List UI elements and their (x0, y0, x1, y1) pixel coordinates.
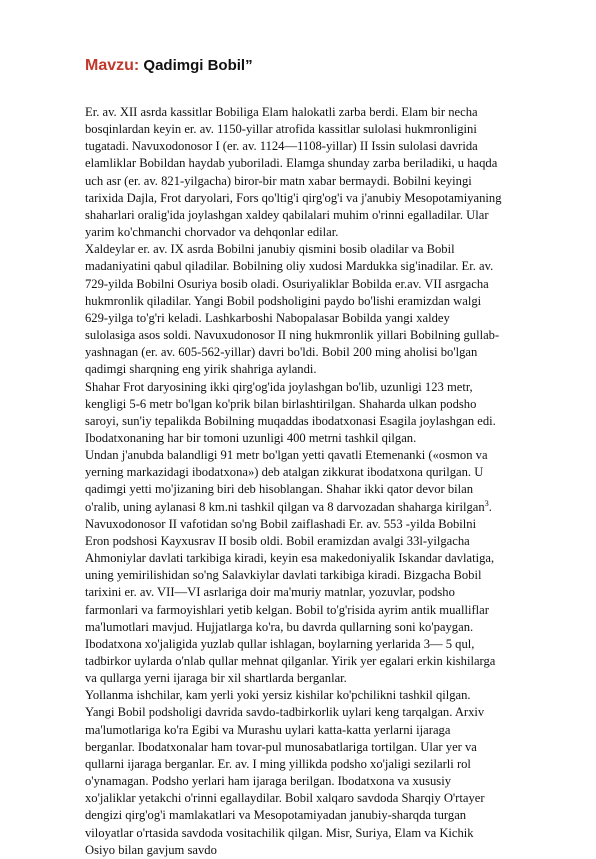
text-line (85, 481, 538, 498)
text-line (85, 361, 538, 378)
topic-title: Qadimgi Bobil” (143, 57, 253, 74)
text-line-content: ma'lumotlariga ko'ra Egibi va Murashu uylari katta-katta yerlarni ijaraga (85, 722, 451, 737)
text-line-content: Shahar Frot daryosining ikki qirg'og'ida joylashgan bo'lib, uzunligi 123 metr, (85, 379, 473, 394)
text-line-content: yarim ko'chmanchi chorvador va dehqonlar edilar. (85, 225, 339, 240)
text-line (85, 138, 538, 155)
text-line (85, 344, 538, 361)
text-line-content: uning yemirilishidan so'ng Salavkiylar davlati tarkibiga kiradi. Bizgacha Bobil (85, 568, 482, 583)
text-line-content: qullarni ijaraga berganlar. Er. av. I ming yillikda podsho xo'jaligi sezilarli rol (85, 756, 471, 771)
page-heading (85, 56, 538, 76)
footnote-marker: 3 (484, 498, 489, 508)
body-text (85, 104, 538, 859)
text-line (85, 293, 538, 310)
text-line (85, 310, 538, 327)
text-line-content: viloyatlar o'rtasida savdoda vositachilik qilgan. Misr, Suriya, Elam va Kichik (85, 825, 474, 840)
text-line (85, 773, 538, 790)
text-line-content: tugatadi. Navuxodonosor I (er. av. 1124—1108-yillar) II Issin sulolasi davrida (85, 139, 478, 154)
text-line (85, 190, 538, 207)
text-line-content: yashnagan (er. av. 605-562-yillar) davri bo'ldi. Bobil 200 ming aholisi bo'lgan (85, 345, 478, 360)
text-line-content: Yollanma ishchilar, kam yerli yoki yersiz kishilar ko'pchilikni tashkil qilgan. (85, 688, 471, 703)
text-line-content: 629-yilga to'g'ri keladi. Lashkarboshi Nabopalasar Bobilda yangi xaldey (85, 310, 450, 325)
text-line (85, 276, 538, 293)
text-line-content: ma'lumotlari mavjud. Hujjatlarga ko'ra, bu davrda qullarning soni ko'paygan. (85, 619, 474, 634)
text-line-content: Undan j'anubda balandligi 91 metr bo'lgan yetti qavatli Etemenanki («osmon va (85, 448, 488, 463)
text-line (85, 567, 538, 584)
text-line-content: Er. av. XII asrda kassitlar Bobiliga Elam halokatli zarba berdi. Elam bir necha (85, 105, 478, 119)
text-line-content: va qullarga yerni ijaraga bir xil shartlarda berganlar. (85, 671, 347, 686)
text-line (85, 224, 538, 241)
topic-label: Mavzu: (85, 57, 140, 74)
text-line-content: Yangi Bobil podsholigi davrida savdo-tadbirkorlik uylari keng tarqalgan. Arxiv (85, 705, 485, 720)
text-line-content: uch asr (er. av. 821-yilgacha) biror-bir matn xabar bermaydi. Bobilni keyingi (85, 173, 472, 188)
text-line-content: Ahmoniylar davlati tarkibiga kiradi, keyin esa makedoniyalik Iskandar davlatiga, (85, 551, 495, 566)
text-line (85, 207, 538, 224)
text-line (85, 825, 538, 842)
text-line (85, 619, 538, 636)
text-line-content: yerning markazidagi ibodatxona») deb atalgan zikkurat ibodatxona qurilgan. U (85, 465, 484, 480)
text-line-content: tadbirkor uylarda o'nlab qullar mehnat qilganlar. Yirik yer egalari erkin kishilarga (85, 654, 496, 668)
text-line (85, 584, 538, 601)
text-line (85, 258, 538, 275)
text-line-content: bosqinlardan keyin er. av. 1150-yillar atrofida kassitlar sulolasi hukmronligini (85, 122, 477, 137)
text-line-content: Osiyo bilan gavjum savdo (85, 842, 217, 857)
text-line-content: dengizi qirg'og'i mamlakatlari va Mesopotamiyadan janubiy-sharqda turgan (85, 808, 467, 823)
text-line (85, 653, 538, 670)
text-line (85, 602, 538, 619)
text-line-content: tarixida Dajla, Frot daryolari, Fors qo'ltig'i qirg'og'i va j'anubiy Mesopotamiyaning (85, 190, 502, 205)
text-line (85, 499, 538, 516)
text-line (85, 670, 538, 687)
text-line (85, 430, 538, 447)
text-line (85, 790, 538, 807)
text-line (85, 516, 538, 533)
text-line (85, 756, 538, 773)
text-line (85, 722, 538, 739)
text-line-content: Xaldeylar er. av. IX asrda Bobilni janubiy qismini bosib oladilar va Bobil (85, 242, 455, 257)
text-line (85, 739, 538, 756)
text-line-content: kengligi 5-6 metr bo'lgan ko'prik bilan birlashtirilgan. Shaharda ulkan podsho (85, 396, 477, 411)
text-line (85, 241, 538, 258)
text-line (85, 327, 538, 344)
text-line-content: elamliklar Bobildan haydab yuboriladi. Elamga shunday zarba beriladiki, u haqda (85, 156, 498, 171)
text-line (85, 173, 538, 190)
text-line (85, 704, 538, 721)
text-line-content: Ibodatxonaning har bir tomoni uzunligi 400 metrni tashkil qilgan. (85, 430, 417, 445)
text-line-content: saroyi, sun'iy tepalikda Bobilning muqaddas ibodatxonasi Esagila joylashgan edi. (85, 413, 496, 428)
footnote-trailing-punctuation: . (488, 499, 492, 514)
text-line-content: farmonlari va farmoyishlari yetib kelgan. Bobil to'g'risida ayrim antik mualliflar (85, 602, 489, 617)
text-line-content: hukmronlik qiladilar. Yangi Bobil podsholigini paydo bo'lishi eramizdan walgi (85, 293, 482, 308)
text-line-content: Eron podshosi Kayxusrav II bosib oldi. Bobil eramizdan avalgi 33l-yilgacha (85, 533, 470, 548)
text-line (85, 447, 538, 464)
text-line-content: Ibodatxona xo'jaligida yuzlab qullar ishlagan, boylarning yerlarida 3— 5 qul, (85, 636, 475, 651)
text-line-content: o'ralib, uning aylanasi 8 km.ni tashkil qilgan va 8 darvozadan shaharga kirilgan (85, 499, 485, 514)
text-line-content: 729-yilda Bobilni Osuriya bosib oladi. Osuriyaliklar Bobilda er.av. VII asrgacha (85, 276, 489, 291)
text-line (85, 155, 538, 172)
text-line-content: madaniyatini qabul qiladilar. Bobilning oliy xudosi Mardukka sig'inadilar. Er. av. (85, 259, 494, 274)
text-line-content: xo'jaliklar yetakchi o'rinni egallaydilar. Bobil xalqaro savdoda Sharqiy O'rtayer (85, 791, 485, 806)
text-line (85, 550, 538, 567)
text-line (85, 104, 538, 121)
text-line (85, 379, 538, 396)
text-line-content: qadimgi sharqning eng yirik shahriga aylandi. (85, 362, 317, 377)
text-line (85, 842, 538, 859)
text-line-content: qadimgi yetti mo'jizaning biri deb hisoblangan. Shahar ikki qator devor bilan (85, 482, 474, 497)
text-line (85, 687, 538, 704)
text-line (85, 464, 538, 481)
text-line-content: sulolasiga asos soldi. Navuxudonosor II ning hukmronlik yillari Bobilning gullab- (85, 328, 500, 343)
text-line-content: Navuxodonosor II vafotidan so'ng Bobil zaiflashadi Er. av. 553 -yilda Bobilni (85, 516, 477, 531)
text-line-content: o'ynamagan. Podsho yerlari ham ijaraga berilgan. Ibodatxona va xususiy (85, 774, 451, 789)
text-line (85, 533, 538, 550)
text-line (85, 396, 538, 413)
text-line (85, 413, 538, 430)
text-line (85, 636, 538, 653)
text-line-content: shaharlari oralig'ida joylashgan xaldey qabilalari muhim o'rinni egalladilar. Ular (85, 207, 489, 222)
text-line-content: tarixini er. av. VII—VI asrlariga doir ma'muriy matnlar, yozuvlar, podsho (85, 585, 455, 600)
text-line-content: berganlar. Ibodatxonalar ham tovar-pul munosabatlariga tortilgan. Ular yer va (85, 739, 477, 754)
text-line (85, 807, 538, 824)
text-line (85, 121, 538, 138)
